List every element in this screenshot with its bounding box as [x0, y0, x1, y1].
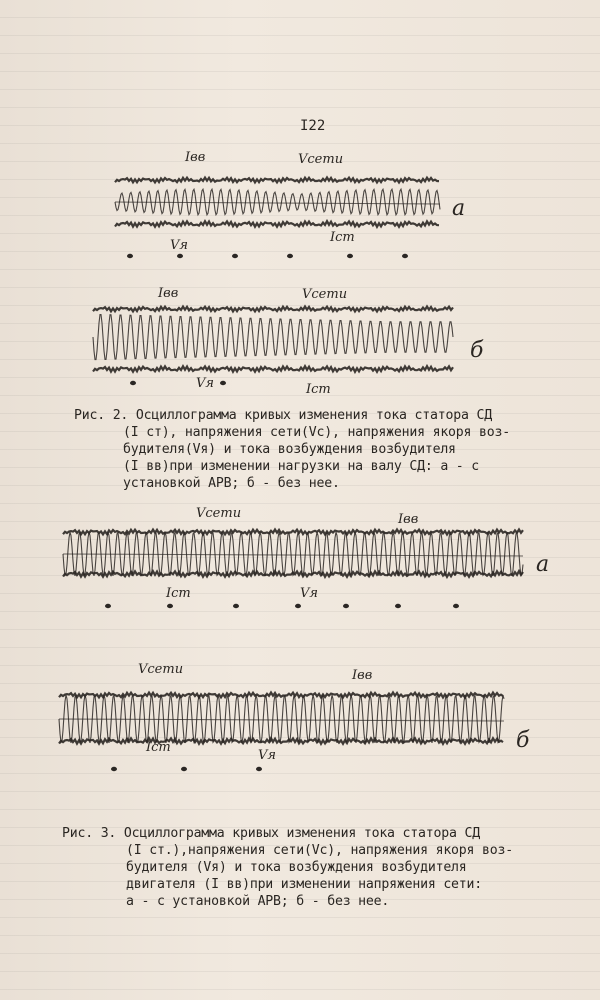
timing-mark: [453, 604, 459, 608]
timing-mark: [220, 381, 226, 385]
label-ist-fig3b: Iст: [146, 740, 171, 755]
trace-armature-voltage: [63, 554, 523, 556]
label-ivv-fig3b: Iвв: [352, 668, 373, 683]
oscillogram-fig3-b: [54, 675, 510, 775]
timing-mark: [256, 767, 262, 771]
timing-mark: [395, 604, 401, 608]
caption-line: (I вв)при изменении нагрузки на валу СД: а - с: [123, 459, 480, 474]
timing-mark: [111, 767, 117, 771]
label-ivv-fig2a: Iвв: [185, 150, 206, 165]
subfigure-letter-fig2b: б: [470, 338, 484, 363]
label-ist-fig3a: Iст: [166, 586, 191, 601]
caption-line: (I ст), напряжения сети(Vс), напряжения якоря воз-: [123, 425, 510, 440]
label-vya-fig2a: Vя: [170, 238, 188, 253]
oscillogram-fig2-a: [110, 168, 450, 258]
timing-mark: [177, 254, 183, 258]
page-number: I22: [300, 118, 326, 134]
caption-line: установкой АРВ; б - без нее.: [123, 476, 340, 491]
label-vya-fig3a: Vя: [300, 586, 318, 601]
label-ist-fig2a: Iст: [330, 230, 355, 245]
caption-line: а - с установкой АРВ; б - без нее.: [126, 894, 390, 909]
timing-mark: [232, 254, 238, 258]
label-vseti-fig3b: Vсети: [138, 662, 184, 677]
label-ivv-fig3a: Iвв: [398, 512, 419, 527]
trace-excitation-current: [63, 530, 523, 535]
label-ivv-fig2b: Iвв: [158, 286, 179, 301]
subfigure-letter-fig2a: а: [452, 196, 466, 221]
trace-stator-current: [115, 221, 439, 227]
timing-mark: [287, 254, 293, 258]
trace-excitation-current: [115, 178, 439, 183]
timing-mark: [402, 254, 408, 258]
subfigure-letter-fig3a: а: [536, 552, 550, 577]
timing-mark: [347, 254, 353, 258]
label-vseti-fig2a: Vсети: [298, 152, 344, 167]
label-vya-fig3b: Vя: [258, 748, 276, 763]
caption-line: будителя(Vя) и тока возбуждения возбудителя: [123, 442, 456, 457]
caption-line: Рис. 2. Осциллограмма кривых изменения тока статора СД: [74, 408, 492, 423]
label-vseti-fig2b: Vсети: [302, 287, 348, 302]
timing-mark: [181, 767, 187, 771]
timing-mark: [295, 604, 301, 608]
caption-line: (I ст.),напряжения сети(Vс), напряжения якоря воз-: [126, 843, 513, 858]
trace-excitation-current: [93, 307, 453, 312]
timing-mark: [167, 604, 173, 608]
caption-line: будителя (Vя) и тока возбуждения возбудителя: [126, 860, 467, 875]
timing-mark: [233, 604, 239, 608]
label-ist-fig2b: Iст: [306, 382, 331, 397]
label-vseti-fig3a: Vсети: [196, 506, 242, 521]
subfigure-letter-fig3b: б: [516, 728, 530, 753]
oscillogram-fig3-a: [58, 512, 528, 612]
timing-mark: [130, 381, 136, 385]
oscillogram-fig2-b: [88, 295, 458, 395]
timing-mark: [343, 604, 349, 608]
caption-line: двигателя (I вв)при изменении напряжения сети:: [126, 877, 483, 892]
trace-stator-current: [93, 366, 453, 372]
timing-mark: [127, 254, 133, 258]
trace-voltage-sine: [93, 315, 453, 360]
timing-mark: [105, 604, 111, 608]
label-vya-fig2b: Vя: [196, 376, 214, 391]
caption-line: Рис. 3. Осциллограмма кривых изменения тока статора СД: [62, 826, 480, 841]
